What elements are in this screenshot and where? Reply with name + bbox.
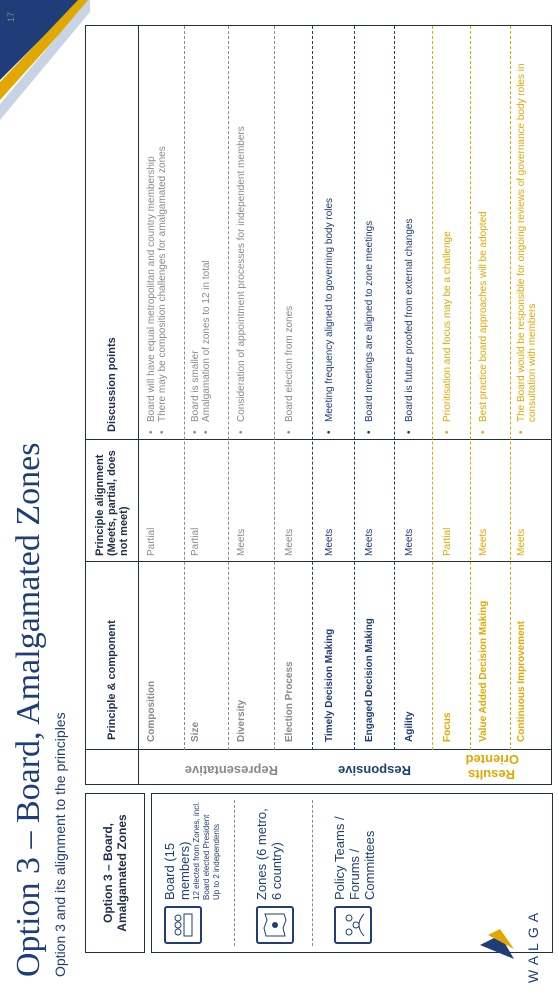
row-alignment: Partial	[146, 527, 157, 556]
table-row	[146, 26, 188, 750]
table-row	[236, 26, 276, 750]
row-component: Agility	[404, 711, 415, 742]
row-component: Continuous Improvement	[516, 620, 527, 742]
row-component: Value Added Decision Making	[478, 600, 489, 742]
row-divider	[510, 26, 511, 750]
group-label-representative: Representative	[184, 763, 278, 778]
structure-panel-header: Option 3 – Board, Amalgamated Zones	[85, 793, 145, 953]
row-alignment: Partial	[190, 527, 201, 556]
slide-title: Option 3 – Board, Amalgamated Zones	[10, 442, 47, 977]
principles-table	[85, 25, 552, 785]
page-number: 17	[6, 12, 16, 23]
row-discussion	[236, 34, 247, 434]
row-discussion	[404, 34, 415, 434]
discussion-point: • The Board would be responsible for ongoing reviews of governance body roles in consultation with members	[516, 34, 538, 434]
row-discussion	[442, 34, 453, 434]
row-component: Timely Decision Making	[324, 628, 335, 742]
row-divider	[394, 26, 395, 750]
row-alignment: Meets	[478, 528, 489, 556]
row-discussion	[324, 34, 335, 434]
divider	[312, 800, 313, 946]
row-divider	[432, 26, 433, 750]
row-alignment: Meets	[364, 528, 375, 556]
divider	[234, 800, 235, 946]
discussion-point: • Board election from zones	[284, 34, 295, 434]
row-divider	[274, 26, 275, 750]
row-discussion	[478, 34, 489, 434]
row-alignment: Partial	[442, 527, 453, 556]
zones-map-icon	[256, 906, 294, 944]
row-divider	[470, 26, 471, 750]
table-row	[516, 26, 546, 750]
table-row	[404, 26, 434, 750]
row-alignment: Meets	[236, 528, 247, 556]
group-label-responsive: Responsive	[338, 763, 412, 778]
row-alignment: Meets	[324, 528, 335, 556]
discussion-point: • Board is smaller	[190, 34, 201, 434]
table-row	[478, 26, 508, 750]
logo-text: WALGA	[525, 907, 541, 983]
discussion-point: • Prioritisation and focus may be a challenge	[442, 34, 453, 434]
table-row	[284, 26, 314, 750]
people-group-icon	[334, 906, 372, 944]
row-divider	[312, 26, 313, 750]
discussion-point: • Board is future proofed from external changes	[404, 34, 415, 434]
row-alignment: Meets	[284, 528, 295, 556]
group-label-results-oriented: Results Oriented	[465, 752, 519, 782]
header-alignment: Principle alignment (Meets, partial, does not meet)	[94, 450, 130, 556]
discussion-point: • Board will have equal metropolitan and country membership	[146, 34, 157, 434]
header-discussion: Discussion points	[106, 337, 118, 432]
table-row	[442, 26, 472, 750]
discussion-point: • Board meetings are aligned to zone meetings	[364, 34, 375, 434]
header-principle: Principle & component	[106, 620, 118, 740]
zones-title: Zones (6 metro, 6 country)	[254, 808, 284, 900]
discussion-point: • Best practice board approaches will be adopted	[478, 34, 489, 434]
row-divider	[354, 26, 355, 750]
discussion-point: • Meeting frequency aligned to governing body roles	[324, 34, 335, 434]
row-component: Engaged Decision Making	[364, 618, 375, 742]
row-alignment: Meets	[404, 528, 415, 556]
board-title: Board (15 members)	[162, 841, 192, 900]
row-component: Composition	[146, 680, 157, 742]
discussion-point: • Amalgamation of zones to 12 in total	[201, 34, 212, 434]
row-discussion	[284, 34, 295, 434]
row-divider	[184, 26, 185, 750]
row-component: Election Process	[284, 661, 295, 742]
row-divider	[228, 26, 229, 750]
board-detail: 12 elected from Zones, incl. Board elected President	[192, 801, 211, 900]
row-discussion	[516, 34, 538, 434]
discussion-point: • There may be composition challenges for amalgamated zones	[157, 34, 168, 434]
board-text	[162, 794, 222, 900]
slide-subtitle: Option 3 and its alignment to the principles	[52, 712, 68, 977]
discussion-point: • Consideration of appointment processes for independent members	[236, 34, 247, 434]
row-discussion	[190, 34, 212, 434]
row-alignment: Meets	[516, 528, 527, 556]
row-component: Diversity	[236, 699, 247, 742]
header-divider	[138, 26, 139, 784]
row-component: Size	[190, 721, 201, 742]
row-discussion	[146, 34, 168, 434]
board-icon	[164, 906, 202, 944]
policy-teams-title: Policy Teams / Forums / Committees	[332, 816, 377, 900]
row-component: Focus	[442, 712, 453, 742]
board-detail: Up to 2 independents	[212, 823, 221, 900]
row-discussion	[364, 34, 375, 434]
table-row	[190, 26, 230, 750]
